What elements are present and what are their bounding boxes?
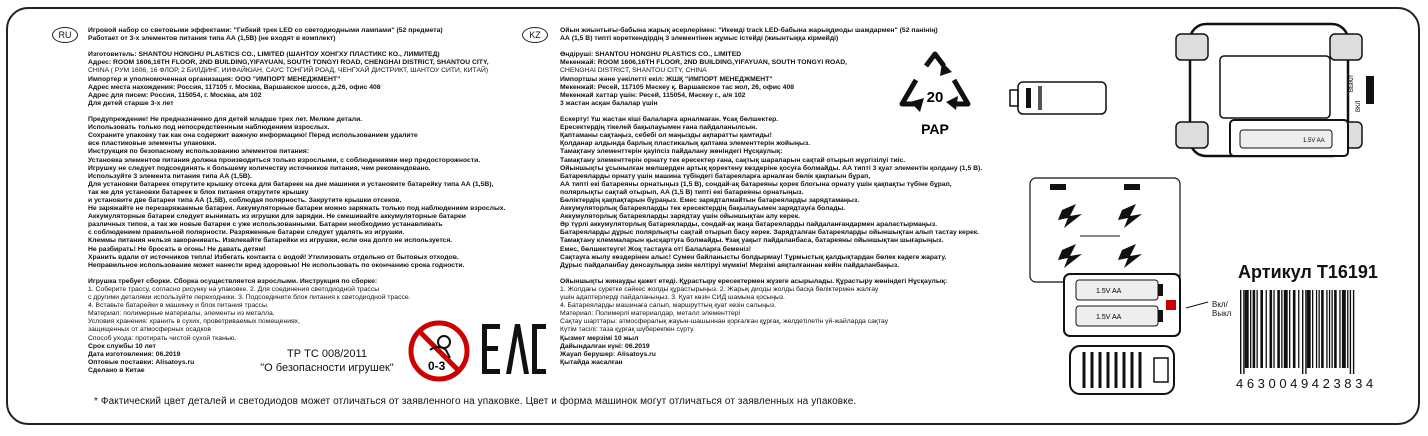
kz-text-line: Аккумуляторлық батареяларды тек ересектердің бақылауымен зарядтауға болады. — [560, 205, 846, 213]
ru-text-line: Сделано в Китае — [88, 366, 145, 374]
recycle-icon — [898, 52, 972, 140]
kz-text-line: Материал: Полимерлі материалдар, металл элементтері — [560, 310, 741, 318]
ru-text-line: Условия хранения: хранить в сухих, проветриваемых помещениях, — [88, 318, 300, 326]
kz-text-line: Аккумуляторлық батареяларды зарядтау үшін ойыншықтан алу керек. — [560, 213, 800, 221]
ru-text-line: и установите две батареи типа АА (1,5В), соблюдая полярность. Закрутите крышки отсеков. — [88, 196, 402, 204]
ru-text-line: Адрес для писем: Россия, 115054, г. Москва, а/я 102 — [88, 91, 262, 99]
recycle-code: PAP — [921, 121, 949, 137]
ru-text-line: Не разбирать! Не бросать в огонь! Не давать детям! — [88, 245, 266, 253]
ru-text-line: Предупреждение! Не предназначено для детей младше трех лет. Мелкие детали. — [88, 116, 363, 124]
trts-title: "О безопасности игрушек" — [260, 362, 394, 374]
switch-label — [1212, 300, 1231, 318]
battery-compartment-drawing — [1062, 272, 1182, 338]
ru-text-line: Импортер и уполномоченная организация: ООО "ИМПОРТ МЕНЕДЖМЕНТ" — [88, 75, 341, 83]
eac-mark-logo — [480, 322, 548, 376]
footnote-disclaimer: * Фактический цвет деталей и светодиодов может отличаться от заявленного на упаковке. Цвет и форма машинок могут отличаться от заявленных на упаковке. — [94, 396, 857, 407]
ru-text-line: Неправильное использование может нанести вред здоровью! Не использовать по окончанию срока годности. — [88, 261, 465, 269]
ru-text-line: Игрушка требует сборки. Сборка осуществляется взрослыми. Инструкция по сборке: — [88, 277, 378, 285]
kz-text-line: Қызмет мерзімі 10 жыл — [560, 334, 639, 342]
kz-text-line: Импортшы және уәкілетті екіл: ЖШҚ "ИМПОРТ МЕНЕДЖМЕНТ" — [560, 75, 773, 83]
kz-text-line: Ойын жиынтығы-бабына жарық әсерлерімен: "Икемді track LED-бабына жарықдиоды шамдармен" (52 панінің) — [560, 27, 938, 34]
recycle-number: 20 — [926, 89, 944, 106]
battery-cap-drawing — [1068, 344, 1176, 396]
switch-off-label: ВЫКЛ — [1349, 75, 1355, 92]
age-warning-text: 0-3 — [428, 359, 446, 373]
ru-text-line: Используйте 3 элемента питания типа АА (1,5В). — [88, 172, 252, 180]
ru-text-line: Хранить вдали от источников тепла! Избегать контакта с водой! Утилизовать отдельно от бытовых отходов. — [88, 253, 459, 261]
car-battery-label: 1.5V AA — [1303, 138, 1325, 144]
kz-text-line: 1. Жолдағы суретке сәйкес жолды құрастырыңыз. 2. Жарық диоды жолды басқа бөліктермен жалғау — [560, 286, 879, 293]
kz-text-line: CHENGHAI DISTRICT, SHANTOU CITY, CHINA — [560, 67, 707, 75]
ru-text-line: Оптовые поставки: Alisatoys.ru — [88, 358, 195, 366]
kz-text-line: Мекенжай хаттар үшін: Ресей, 115054, Мәскеу г., а/я 102 — [560, 91, 746, 99]
ru-text-line: CHINA ( РУМ 1606, 16 ФЛОР, 2 БИЛДИНГ, ИИФАЙЮАН, САУС ТОНГИЙ РОАД, ЧЕНГХАЙ ДИСТРИКТ, ШАНТОУ СИТИ, КИТАЙ) — [88, 67, 489, 75]
ru-text-line: Адрес: ROOM 1606,16TH FLOOR, 2ND BUILDING,YIFAYUAN, SOUTH TONGYI ROAD, CHENGHAI DISTRICT, SHANTOU CITY, — [88, 59, 489, 67]
ru-text-line: Работает от 3-х элементов питания типа АА (1,5В) (не входят в комплект) — [88, 35, 336, 43]
trts-code: ТР ТС 008/2011 — [287, 348, 367, 360]
kz-text-line — [560, 270, 982, 278]
kz-text-line: Мекенжай: ROOM 1606,16TH FLOOR, 2ND BUILDING,YIFAYUAN, SOUTH TONGYI ROAD, — [560, 59, 847, 67]
battery-2-label: 1.5V AA — [1096, 314, 1122, 321]
ru-text-line: Игровой набор со световыми эффектами: "Гибкий трек LED со светодиодными лампами" (52 предмета) — [88, 27, 443, 34]
ru-text-line — [88, 108, 505, 116]
ru-text-line: Сохраните упаковку так как она содержит важную информацию! Перед использованием удалите — [88, 132, 418, 140]
battery-pack-drawing — [1008, 78, 1108, 120]
ru-text-line: Для детей старше 3-х лет — [88, 99, 174, 107]
ru-language-badge: RU — [52, 27, 78, 43]
kz-text-line: 4. Батареяларды машинаға салып, маршруттың қуат көзін салыңыз. — [560, 302, 776, 310]
barcode-image — [1238, 290, 1398, 374]
kz-text-line: АА типті екі батареяны орнатыңыз (1,5 В), сондай-ақ батареяны қорек блогына орнату үшін қақпақты түбіне бұрап, — [560, 180, 952, 188]
kz-text-line: Тамақтану клеммаларын қысқартуға болмайды. Ұзақ уақыт пайдаланбаса, батареяны ойыншықтан шығарыңыз. — [560, 237, 944, 245]
ru-text-line: Способ ухода: протирать чистой сухой тканью. — [88, 334, 237, 342]
ru-text-line: различных типов, а так же новые батареи с уже использованными. Батареи необходимо устанавливать — [88, 221, 443, 229]
ru-text-line: Клеммы питания нельзя закорачивать. Извлекайте батарейки из игрушки, если она долго не используется. — [88, 237, 453, 245]
switch-arrow-icon — [1182, 296, 1212, 316]
kz-language-badge: KZ — [522, 27, 548, 43]
ru-text-line: Аккумуляторные батареи следует вынимать из игрушки для зарядки. Не смешивайте аккумуляторные батареи — [88, 213, 466, 221]
track-power-unit-drawing — [1020, 176, 1180, 286]
kz-text-line: Тамақтану элементтерін орнату тек ересектер ғана, сақтық шараларын сақтай отырып жүргізілуі тиіс. — [560, 156, 906, 164]
kz-text-line: Бөліктердің қақпақтарын бұраңыз. Емес зарядталмайтын батареяларды зарядтамаңыз. — [560, 196, 860, 204]
ru-text-line: все пластиковые элементы упаковки. — [88, 140, 217, 148]
kz-text-line: Ойыншықты ұсынылған мөлшерден артық қоректену көздеріне қосуға болмайды. АА типті 3 қуат элементін қолдану (1,5 В). — [560, 164, 983, 172]
ru-text-line: Использовать только под непосредственным наблюдением взрослых. — [88, 124, 330, 132]
kz-text-line: Дұрыс пайдаланбау денсаулыққа зиян келтіруі мүмкін! Мерзімі аяқталғаннан кейін пайдаланбаңыз. — [560, 261, 900, 269]
ru-text-line: с соблюдением правильной полярности. Разряженные батареи следует удалять из игрушки. — [88, 229, 405, 237]
kz-text-line: Ересектердің тікелей бақылауымен ғана пайдаланылсын. — [560, 124, 758, 132]
ru-text-line: так же для установки батареек в блок питания открутите крышку — [88, 188, 309, 196]
kz-text-line: Емес, бөлшектеуге! Жоқ тастауға от! Балаларға беменіз! — [560, 245, 751, 253]
ru-text-line: Срок службы 10 лет — [88, 342, 156, 350]
kz-text-line: Күтім тәсілі: таза құрғақ шүберекпен сүрту. — [560, 326, 695, 334]
ru-text-line: Не заряжайте не перезаряжаемые батареи. Аккумуляторные батареи можно заряжать только под наблюдением взрослых. — [88, 205, 506, 213]
kz-text-line: Ескерту! Үш жастан кіші балаларға арналмаған. Ұсақ бөлшектер. — [560, 116, 779, 124]
kz-text-line: Мекенжай: Ресей, 117105 Мәскеу қ. Варшавское тас жол, 26, офис 408 — [560, 83, 795, 91]
kz-text-line: Батареяларды орнату үшін машина түбіндегі батареяларға арналған бөлік қақпағын бұрап, — [560, 172, 871, 180]
ru-text-line: Изготовитель: SHANTOU HONGHU PLASTICS CO., LIMITED (ШАНТОУ ХОНГХУ ПЛАСТИКС КО., ЛИМИТЕД) — [88, 51, 440, 59]
ru-text-line: Адрес места нахождения: Россия, 117105 г. Москва, Варшавское шоссе, д.26, офис 408 — [88, 83, 381, 91]
barcode-digits: 4630049423834 — [1236, 376, 1377, 391]
kz-text-line: Әр түрлі аккумуляторлық батареяларды, сондай-ақ жаңа батареяларды пайдаланғандармен араластырмаңыз. — [560, 221, 937, 229]
kz-text-line: Батареяларды дұрыс полярлықты сақтай отырып басу керек. Зарядталған батареяларды ойыншықтан алып тастау керек. — [560, 229, 980, 237]
ru-text-line: Игрушку не следует подсоединять к большему количеству источников питания, чем рекомендовано. — [88, 164, 431, 172]
article-number: Артикул Т16191 — [1238, 262, 1378, 282]
trts-certification — [252, 347, 402, 375]
ru-text-line: защищенных от атмосферных осадков — [88, 326, 211, 334]
kz-text-line: Сақтауға жылу көздерінен алыс! Сумен байланысты болдырмау! Тұрмыстық қалдықтардан бөлек кәдеге жарату. — [560, 253, 947, 261]
ru-text-line — [88, 270, 505, 278]
kz-text-line: Ойыншықты жинауды қажет етеді. Құрастыру ересектермен жүзеге асырылады. Құрастыру жөніндегі Нұсқаулық: — [560, 277, 948, 285]
ru-text-line: Инструкция по безопасному использованию элементов питания: — [88, 148, 310, 156]
ru-text-line: Для установки батареек открутите крышку отсека для батареек на дне машинки и установите батарейку типа АА (1,5В), — [88, 180, 494, 188]
car-bottom-view-drawing — [1170, 18, 1374, 164]
ru-text-line: Материал: полимерные материалы, элементы из металла. — [88, 310, 275, 318]
ru-text-line: 1. Соберите трассу, согласно рисунку на упаковке. 2. Для соединения светодиодной трассы — [88, 286, 380, 293]
kz-text-line: Тамақтану элементтерін қауіпсіз пайдалану жөніндегі Нұсқаулық: — [560, 148, 783, 156]
ru-text-line: с другими деталями используйте переходники. 3. Подсоедините блок питания к светодиодной трассе. — [88, 294, 411, 302]
kz-text-line: үшін адаптерлерді пайдаланыңыз. 3. Қуат көзін СИД шамына қосыңыз. — [560, 294, 785, 302]
kz-text-line: полярлықты сақтай отырып, АА (1,5 В) типті екі батареяны орнатыңыз. — [560, 188, 804, 196]
switch-on-label: ВКЛ — [1356, 100, 1362, 112]
kz-text-line: 3 жастан асқан балалар үшін — [560, 99, 658, 107]
kz-text-line: Өндіруші: SHANTOU HONGHU PLASTICS CO., LIMITED — [560, 51, 742, 59]
battery-1-label: 1.5V AA — [1096, 288, 1122, 295]
kz-text-line: Жауап берушер: Alisatoys.ru — [560, 350, 656, 358]
ru-text-line: Установка элементов питания должна производиться только взрослыми, с соблюдениями мер предосторожности. — [88, 156, 481, 164]
kz-text-line: Сақтау шарттары: атмосфералық жауын-шашыннан қорғалған құрғақ, желдетілетін үй-жайларда сақтау — [560, 318, 888, 326]
kz-text-line: АА (1,5 В) типті кореткендірдің 3 элементінен жұмыс істейді (жиынтыққа кірмейді) — [560, 35, 839, 43]
ru-text-line — [88, 43, 505, 51]
kz-text-line: Қытайда жасалған — [560, 358, 623, 366]
ru-text-line: Дата изготовления: 06.2019 — [88, 350, 181, 358]
kz-text-line: Дайындалған күні: 06.2019 — [560, 342, 650, 350]
kz-text-line: Қолданар алдында барлық пластикалық қаптама элементтерін жойыңыз. — [560, 140, 811, 148]
switch-label-text: Вкл/ Выкл — [1212, 300, 1232, 318]
age-warning-icon — [408, 320, 470, 382]
ru-text-line: 4. Вставьте батарейки в машинку и блок питания трассы. — [88, 302, 269, 310]
kz-text-line: Қаптаманы сақтаңыз, себебі ол маңызды ақпаратты қамтиды! — [560, 132, 772, 140]
